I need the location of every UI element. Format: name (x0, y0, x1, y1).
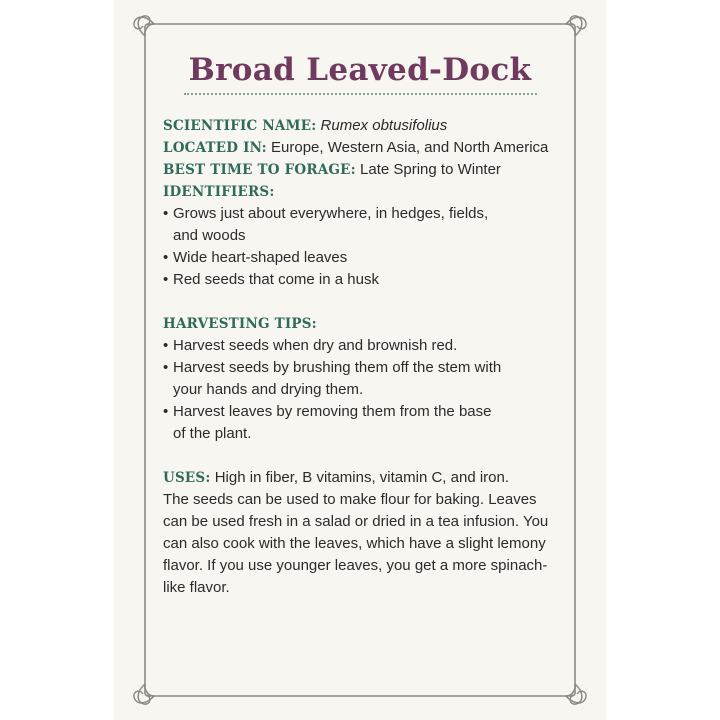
scientific-name-value: Rumex obtusifolius (320, 117, 448, 134)
harvesting-list (163, 335, 583, 445)
list-item-text: Grows just about everywhere, in hedges, fields, (173, 205, 489, 222)
uses-label: USES: (163, 470, 211, 486)
list-item-text: Wide heart-shaped leaves (173, 249, 348, 266)
harvesting-label: HARVESTING TIPS: (163, 316, 317, 332)
list-item (163, 247, 583, 269)
recipe-card (114, 0, 606, 720)
identifiers-list (163, 203, 583, 291)
uses-text: High in fiber, B vitamins, vitamin C, and iron. (214, 469, 510, 486)
uses-text: The seeds can be used to make flour for baking. Leaves (163, 491, 537, 508)
scientific-name-label: SCIENTIFIC NAME: (163, 118, 317, 134)
best-time-value: Late Spring to Winter (360, 161, 501, 178)
uses-text: can be used fresh in a salad or dried in a tea infusion. You (163, 513, 549, 530)
corner-ornament-top-right (566, 16, 586, 36)
bullet-icon: • (163, 359, 169, 376)
located-in-label: LOCATED IN: (163, 140, 267, 156)
list-item-text: Harvest seeds when dry and brownish red. (173, 337, 458, 354)
title-dotted-divider (184, 93, 537, 95)
bullet-icon: • (163, 403, 169, 420)
list-item (163, 357, 583, 401)
uses-text: like flavor. (163, 579, 230, 596)
uses-section (163, 467, 583, 599)
list-item-text-continued: and woods (173, 227, 246, 244)
bullet-icon: • (163, 205, 169, 222)
located-in-value: Europe, Western Asia, and North America (271, 139, 549, 156)
best-time-row (163, 159, 583, 181)
section-spacer (163, 291, 583, 313)
bullet-icon: • (163, 249, 169, 266)
bullet-icon: • (163, 271, 169, 288)
corner-ornament-top-left (134, 16, 154, 36)
list-item (163, 269, 583, 291)
list-item-text: Harvest seeds by brushing them off the stem with (173, 359, 502, 376)
list-item (163, 203, 583, 247)
harvesting-heading (163, 313, 583, 335)
list-item-text-continued: your hands and drying them. (173, 381, 364, 398)
section-spacer (163, 445, 583, 467)
uses-text: can also cook with the leaves, which have a slight lemony (163, 535, 546, 552)
list-item-text-continued: of the plant. (173, 425, 252, 442)
corner-ornament-bottom-left (134, 684, 154, 704)
identifiers-label: IDENTIFIERS: (163, 184, 275, 200)
card-title: Broad Leaved-Dock (188, 52, 532, 88)
list-item (163, 401, 583, 445)
identifiers-heading (163, 181, 583, 203)
uses-text: flavor. If you use younger leaves, you get a more spinach- (163, 557, 548, 574)
card-content (163, 115, 583, 599)
scientific-name-row (163, 115, 583, 137)
best-time-label: BEST TIME TO FORAGE: (163, 162, 356, 178)
list-item (163, 335, 583, 357)
list-item-text: Red seeds that come in a husk (173, 271, 379, 288)
bullet-icon: • (163, 337, 169, 354)
corner-ornament-bottom-right (566, 684, 586, 704)
list-item-text: Harvest leaves by removing them from the base (173, 403, 492, 420)
uses-line (163, 467, 583, 489)
located-in-row (163, 137, 583, 159)
